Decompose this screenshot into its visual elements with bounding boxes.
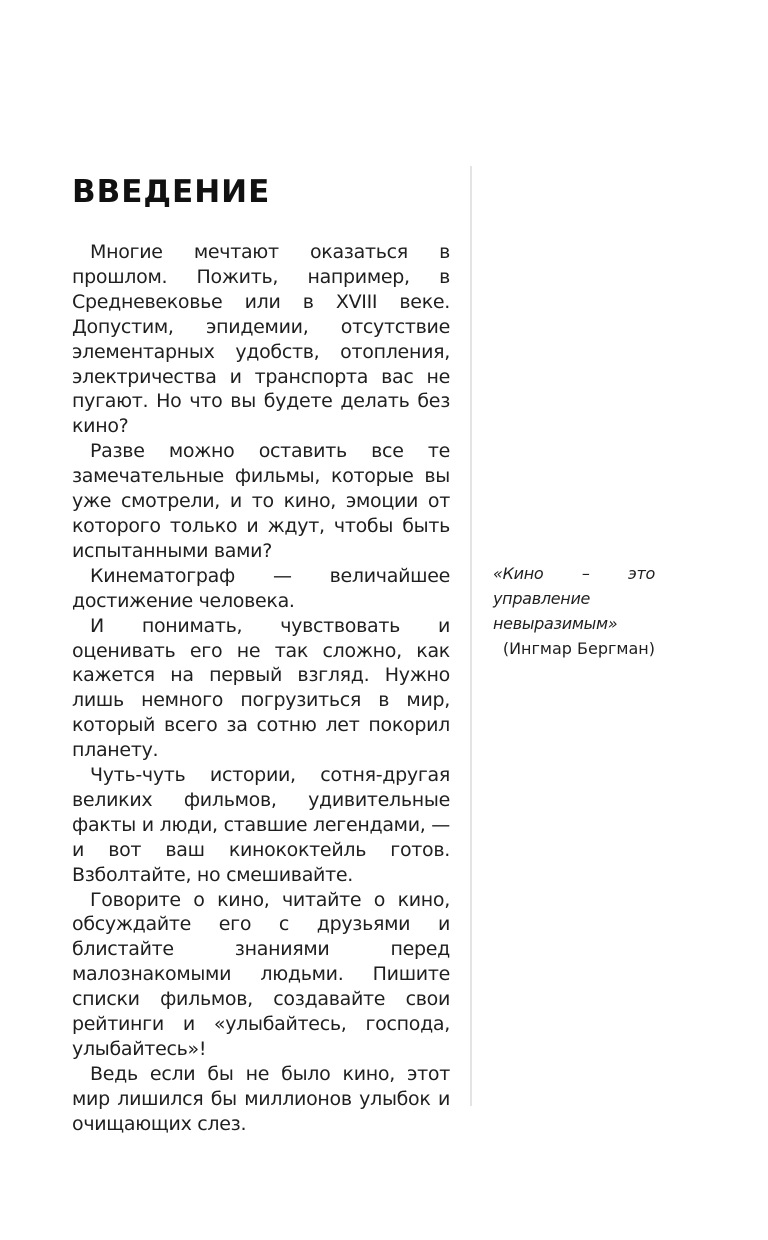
- main-text-column: [72, 170, 450, 1137]
- chapter-title: ВВЕДЕНИЕ: [72, 174, 271, 210]
- body-paragraph: Чуть-чуть истории, сотня-другая великих фильмов, удивительные факты и люди, ставшие легендами, — и вот ваш кинококтейль готов. Взболтайте, но смешивайте.: [72, 764, 450, 886]
- body-paragraph: Многие мечтают оказаться в прошлом. Пожить, например, в Средневековье или в XVIII веке. Допустим, эпидемии, отсутствие элементарных удобств, отопления, электричества и транспорта вас не пугают. Но что вы будете делать без кино?: [72, 241, 450, 438]
- body-paragraph: И понимать, чувствовать и оценивать его не так сложно, как кажется на первый взгляд. Нужно лишь немного погрузиться в мир, который всего за сотню лет покорил планету.: [72, 614, 450, 762]
- column-divider: [470, 166, 472, 1106]
- epigraph-author: (Ингмар Бергман): [502, 639, 655, 658]
- body-paragraph: Ведь если бы не было кино, этот мир лишился бы миллионов улыбок и очищающих слез.: [72, 1062, 450, 1135]
- epigraph-quote: «Кино – это управление невыразимым»: [493, 564, 655, 633]
- body-paragraph: Говорите о кино, читайте о кино, обсуждайте его с друзьями и блистайте знаниями перед малознакомыми людьми. Пишите списки фильмов, создавайте свои рейтинги и «улыбайтесь, господа, улыбайтесь»!: [72, 888, 450, 1060]
- body-paragraph: Разве можно оставить все те замечательные фильмы, которые вы уже смотрели, и то кино, эмоции от которого только и ждут, чтобы быть испытанными вами?: [72, 440, 450, 562]
- body-paragraph: Кинематограф — величайшее достижение человека.: [72, 564, 450, 612]
- epigraph-column: [493, 561, 655, 661]
